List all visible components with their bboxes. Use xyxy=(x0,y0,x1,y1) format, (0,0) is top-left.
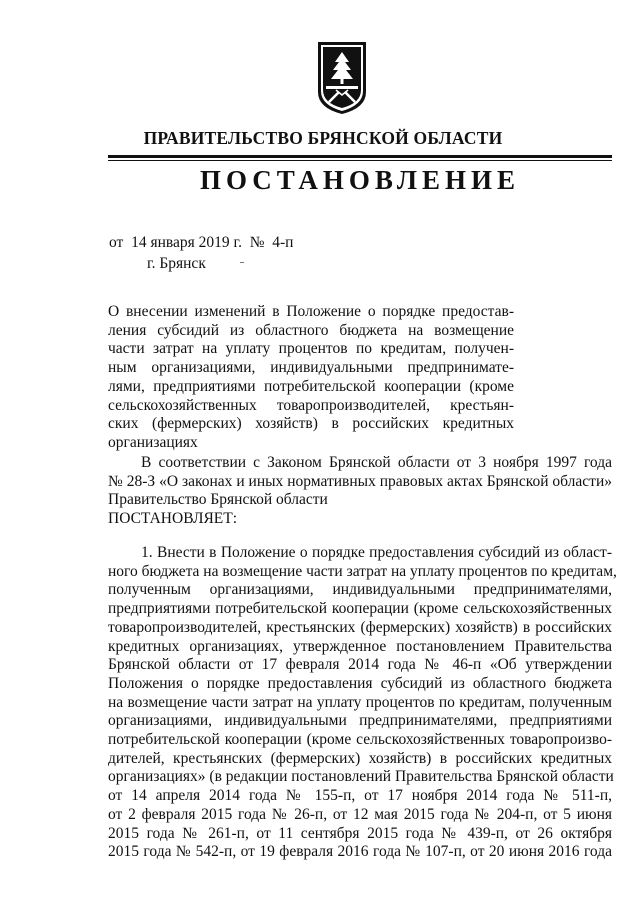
scan-mark xyxy=(240,262,244,263)
body-line: ного бюджета на возмещение части затрат на уплату процентов по кредитам, xyxy=(108,562,617,580)
preamble-line: Правительство Брянской области xyxy=(108,491,328,509)
preamble-line: № 28-З «О законах и иных нормативных правовых актах Брянской области» xyxy=(108,472,612,490)
subject-line: ских (фермерских) хозяйств) в российских кредитных xyxy=(108,415,514,433)
subject-line: ления субсидий из областного бюджета на возмещение xyxy=(108,321,514,339)
preamble-line: В соответствии с Законом Брянской области от 3 ноября 1997 года xyxy=(141,454,612,471)
subject-line: организациях xyxy=(108,433,198,451)
date-number-line: от 14 января 2019 г. № 4-п xyxy=(109,234,294,251)
body-line: 2015 года № 261-п, от 11 сентября 2015 года № 439-п, от 26 октября xyxy=(108,824,612,842)
body-line: организациями, индивидуальными предпринимателями, предприятиями xyxy=(108,712,612,730)
resolves-heading: ПОСТАНОВЛЯЕТ: xyxy=(108,510,238,528)
subject-line: ным организациями, индивидуальными предпринимате- xyxy=(108,359,514,377)
body-line: на возмещение части затрат на уплату процентов по кредитам, полученным xyxy=(108,693,612,711)
document-subject xyxy=(108,303,514,453)
body-line: от 2 февраля 2015 года № 26-п, от 12 мая 2015 года № 204-п, от 5 июня xyxy=(108,805,612,823)
subject-line: О внесении изменений в Положение о порядке предостав- xyxy=(108,303,514,320)
body-line: полученным организациями, индивидуальными предпринимателями, xyxy=(108,581,612,599)
body-line: кредитных организациях, утвержденное постановлением Правительства xyxy=(108,637,612,655)
government-title: ПРАВИТЕЛЬСТВО БРЯНСКОЙ ОБЛАСТИ xyxy=(143,128,503,148)
subject-line: сельскохозяйственных товаропроизводителей, крестьян- xyxy=(108,396,514,414)
clause-1 xyxy=(108,544,617,862)
body-line: Брянской области от 17 февраля 2014 года № 46-п «Об утверждении xyxy=(108,656,612,674)
body-line: товаропроизводителей, крестьянских (фермерских) хозяйств) в российских xyxy=(108,618,612,636)
body-line: потребительской кооперации (кроме сельскохозяйственных товаропроизво- xyxy=(108,731,612,749)
bryansk-coat-of-arms-icon xyxy=(316,40,368,116)
body-line: от 14 апреля 2014 года № 155-п, от 17 ноября 2014 года № 511-п, xyxy=(108,787,612,805)
body-line: организациях» (в редакции постановлений Правительства Брянской области xyxy=(108,768,614,786)
header-rule-thick xyxy=(108,155,612,158)
preamble xyxy=(108,454,612,529)
body-line: предприятиями потребительской кооперации (кроме сельскохозяйственных xyxy=(108,600,612,618)
body-line: дителей, крестьянских (фермерских) хозяйств) в российских кредитных xyxy=(108,749,612,767)
body-line: 2015 года № 542-п, от 19 февраля 2016 года № 107-п, от 20 июня 2016 года xyxy=(108,843,612,861)
city-line: г. Брянск xyxy=(147,255,206,272)
subject-line: части затрат на уплату процентов по кредитам, получен- xyxy=(108,340,514,358)
subject-line: лями, предприятиями потребительской кооперации (кроме xyxy=(108,377,514,395)
body-line: Положения о порядке предоставления субсидий из областного бюджета xyxy=(108,674,612,692)
body-line: 1. Внести в Положение о порядке предоставления субсидий из област- xyxy=(141,544,612,561)
document-type-title: ПОСТАНОВЛЕНИЕ xyxy=(199,165,521,195)
header-rule-thin xyxy=(108,160,612,161)
